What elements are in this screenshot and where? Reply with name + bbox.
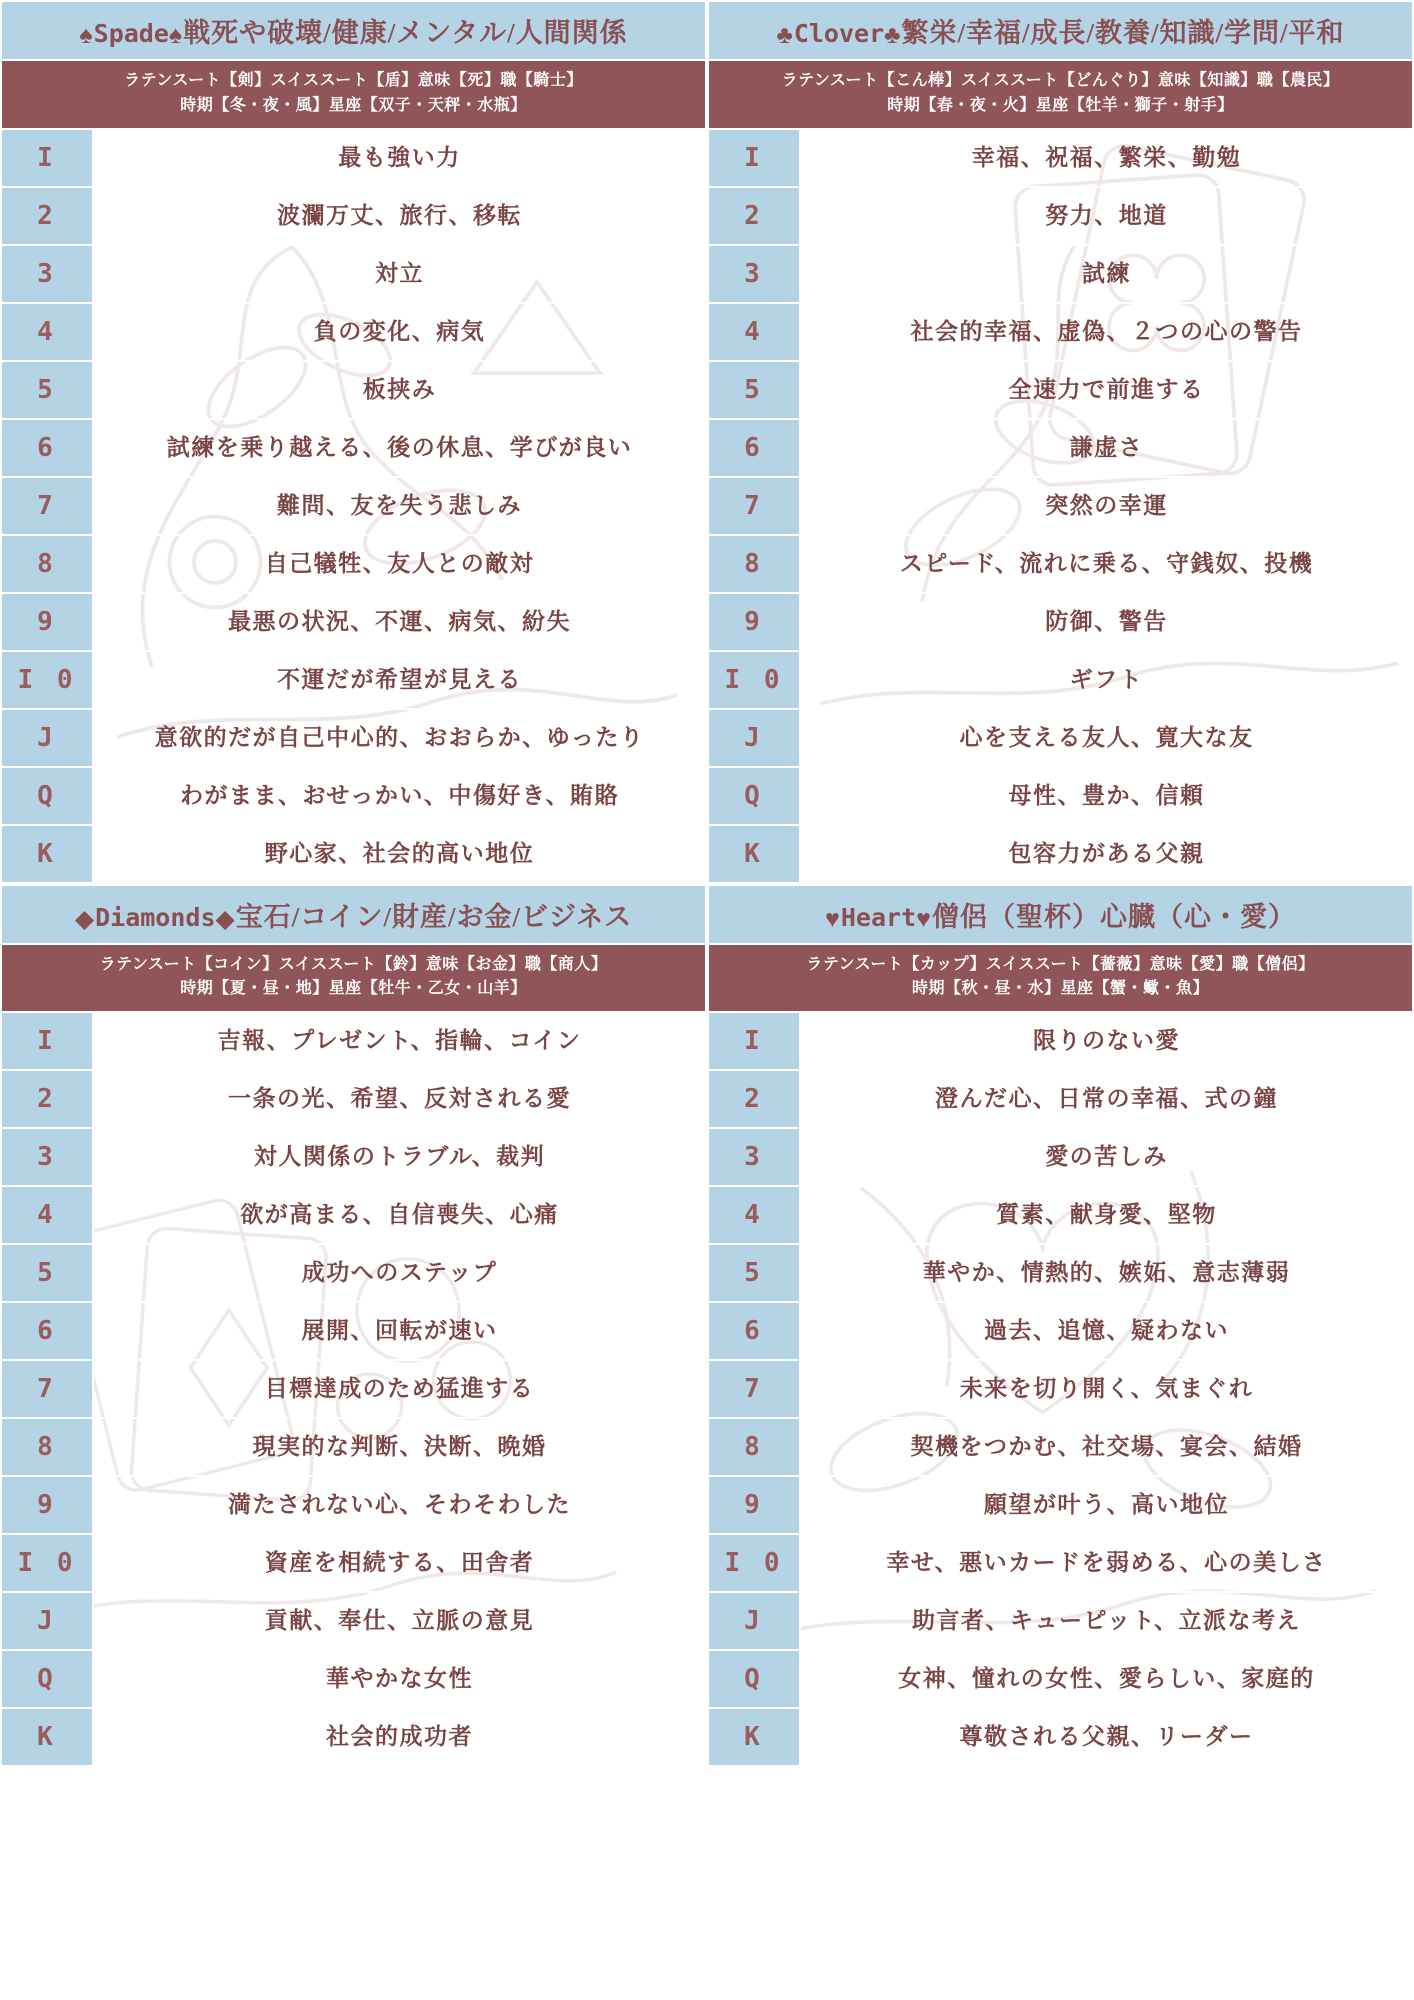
- meaning-text: 資産を相続する、田舎者: [264, 1550, 535, 1576]
- table-row: [709, 188, 1412, 246]
- suit-keywords: 僧侶（聖杯）心臓（心・愛）: [931, 901, 1296, 932]
- table-row: [2, 1013, 705, 1071]
- meaning-text: 謙虚さ: [1069, 434, 1144, 460]
- meaning-text: 契機をつかむ、社交場、宴会、結婚: [910, 1434, 1303, 1460]
- rank-label: I 0: [709, 652, 801, 708]
- rank-label: 3: [709, 1129, 801, 1185]
- table-row: [2, 1709, 705, 1765]
- table-row: [2, 1477, 705, 1535]
- meaning-text: 澄んだ心、日常の幸福、式の鐘: [935, 1086, 1278, 1112]
- rank-label: I: [2, 130, 94, 186]
- rank-label: J: [709, 1593, 801, 1649]
- correspondence-line-1: ラテンスート【剣】スイススート【盾】意味【死】職【騎士】: [124, 72, 583, 89]
- table-row: [709, 652, 1412, 710]
- correspondence-line-1: ラテンスート【カップ】スイススート【薔薇】意味【愛】職【僧侶】: [806, 955, 1315, 973]
- rank-label: Q: [709, 1651, 801, 1707]
- heart-icon-2: ♥: [916, 905, 932, 933]
- suit-title-spade: [2, 2, 705, 61]
- table-row: [2, 304, 705, 362]
- meaning-text: 幸せ、悪いカードを弱める、心の美しさ: [886, 1550, 1327, 1576]
- rank-label: I 0: [2, 652, 94, 708]
- meaning-text: 防御、警告: [1045, 608, 1168, 634]
- club-icon: ♣: [776, 22, 794, 49]
- quadrant-heart: [707, 884, 1414, 1768]
- meaning-text: 欲が高まる、自信喪失、心痛: [240, 1202, 559, 1228]
- rank-label: 2: [2, 1071, 94, 1127]
- quadrant-diamonds: [0, 884, 707, 1768]
- rank-label: Q: [2, 768, 94, 824]
- meaning-text: 目標達成のため猛進する: [264, 1376, 535, 1402]
- rows-diamonds: [2, 1013, 705, 1765]
- meaning-text: 負の変化、病気: [313, 318, 486, 344]
- correspondence-line-2: 時期【冬・夜・風】星座【双子・天秤・水瓶】: [180, 96, 527, 114]
- table-row: [2, 1245, 705, 1303]
- table-row: [709, 362, 1412, 420]
- meaning-text: 難問、友を失う悲しみ: [277, 492, 522, 518]
- table-row: [709, 1013, 1412, 1071]
- correspondence-line-2: 時期【春・夜・火】星座【牡羊・獅子・射手】: [887, 96, 1234, 114]
- meaning-text: 最悪の状況、不運、病気、紛失: [228, 608, 571, 634]
- table-row: [2, 1593, 705, 1651]
- rank-label: 5: [2, 1245, 94, 1301]
- rank-label: 2: [709, 1071, 801, 1127]
- rank-label: 7: [709, 1361, 801, 1417]
- club-icon-2: ♣: [884, 22, 902, 49]
- table-row: [2, 1187, 705, 1245]
- table-row: [2, 130, 705, 188]
- rank-label: Q: [2, 1651, 94, 1707]
- rank-label: 5: [2, 362, 94, 418]
- meaning-text: 華やか、情熱的、嫉妬、意志薄弱: [922, 1260, 1291, 1286]
- table-row: [2, 1419, 705, 1477]
- rows-clover: [709, 130, 1412, 882]
- table-row: [2, 536, 705, 594]
- meaning-text: 母性、豊か、信頼: [1008, 782, 1205, 808]
- table-row: [2, 362, 705, 420]
- diamond-icon: ◆: [74, 905, 96, 933]
- correspondence-line-2: 時期【秋・昼・水】星座【蟹・蠍・魚】: [911, 980, 1209, 998]
- table-row: [709, 1245, 1412, 1303]
- rank-label: J: [709, 710, 801, 766]
- rank-label: 8: [709, 1419, 801, 1475]
- heart-icon: ♥: [825, 905, 841, 933]
- meaning-text: 愛の苦しみ: [1045, 1144, 1168, 1170]
- table-row: [709, 536, 1412, 594]
- spade-icon-2: ♠: [168, 22, 184, 49]
- suit-title-diamonds: [2, 886, 705, 945]
- meaning-text: 意欲的だが自己中心的、おおらか、ゆったり: [154, 724, 645, 750]
- meaning-text: 質素、献身愛、堅物: [996, 1202, 1217, 1228]
- table-row: [709, 768, 1412, 826]
- meaning-text: 尊敬される父親、リーダー: [959, 1724, 1254, 1750]
- rank-label: I: [709, 1013, 801, 1069]
- rank-label: 3: [2, 1129, 94, 1185]
- rank-label: 9: [2, 594, 94, 650]
- table-row: [2, 1129, 705, 1187]
- rank-label: 8: [709, 536, 801, 592]
- meaning-text: 展開、回転が速い: [301, 1318, 498, 1344]
- rank-label: I: [709, 130, 801, 186]
- spade-icon: ♠: [79, 22, 94, 49]
- correspondence-line-2: 時期【夏・昼・地】星座【牡牛・乙女・山羊】: [180, 980, 527, 998]
- meaning-text: 限りのない愛: [1033, 1028, 1180, 1054]
- suit-keywords: 繁栄/幸福/成長/教養/知識/学問/平和: [901, 18, 1345, 48]
- table-row: [709, 710, 1412, 768]
- table-row: [709, 1071, 1412, 1129]
- table-row: [709, 826, 1412, 882]
- table-row: [2, 188, 705, 246]
- table-row: [709, 1187, 1412, 1245]
- meaning-text: 不運だが希望が見える: [277, 666, 522, 692]
- rank-label: 6: [2, 1303, 94, 1359]
- meaning-text: スピード、流れに乗る、守銭奴、投機: [899, 550, 1314, 576]
- rank-label: 4: [709, 304, 801, 360]
- diamond-icon-2: ◆: [215, 905, 236, 933]
- meaning-text: 成功へのステップ: [301, 1260, 498, 1286]
- meaning-text: 過去、追憶、疑わない: [984, 1318, 1229, 1344]
- rank-label: 3: [2, 246, 94, 302]
- meaning-text: 女神、憧れの女性、愛らしい、家庭的: [898, 1666, 1315, 1692]
- meaning-text: 包容力がある父親: [1008, 840, 1205, 866]
- rank-label: 5: [709, 362, 801, 418]
- rank-label: 6: [709, 1303, 801, 1359]
- quadrant-spade: [0, 0, 707, 884]
- meaning-text: 最も強い力: [338, 144, 461, 170]
- meaning-text: 助言者、キューピット、立派な考え: [911, 1608, 1301, 1634]
- table-row: [709, 1593, 1412, 1651]
- table-row: [2, 1361, 705, 1419]
- table-row: [2, 826, 705, 882]
- rank-label: 8: [2, 536, 94, 592]
- suit-keywords: 戦死や破壊/健康/メンタル/人間関係: [183, 18, 628, 48]
- table-row: [709, 130, 1412, 188]
- meaning-text: 試練: [1082, 260, 1131, 286]
- rank-label: Q: [709, 768, 801, 824]
- correspondence-line-1: ラテンスート【コイン】スイススート【鈴】意味【お金】職【商人】: [99, 955, 608, 973]
- table-row: [709, 594, 1412, 652]
- suit-keywords: 宝石/コイン/財産/お金/ビジネス: [235, 901, 633, 932]
- meaning-text: 幸福、祝福、繁栄、勤勉: [971, 144, 1242, 170]
- rank-label: 2: [2, 188, 94, 244]
- rank-label: 9: [2, 1477, 94, 1533]
- rank-label: 6: [2, 420, 94, 476]
- meaning-text: 全速力で前進する: [1008, 376, 1205, 402]
- meaning-text: 現実的な判断、決断、晩婚: [252, 1434, 547, 1460]
- quadrant-clover: [707, 0, 1414, 884]
- table-row: [709, 304, 1412, 362]
- rank-label: J: [2, 1593, 94, 1649]
- correspondences-heart: [709, 945, 1412, 1014]
- table-row: [2, 1535, 705, 1593]
- meaning-text: 突然の幸運: [1045, 492, 1168, 518]
- rank-label: I: [2, 1013, 94, 1069]
- table-row: [2, 1303, 705, 1361]
- table-row: [2, 652, 705, 710]
- correspondences-clover: [709, 61, 1412, 130]
- correspondence-line-1: ラテンスート【こん棒】スイススート【どんぐり】意味【知識】職【農民】: [781, 72, 1340, 89]
- table-row: [709, 1477, 1412, 1535]
- rank-label: 3: [709, 246, 801, 302]
- rows-spade: [2, 130, 705, 882]
- meaning-text: 対人関係のトラブル、裁判: [253, 1144, 546, 1170]
- rank-label: 2: [709, 188, 801, 244]
- rows-heart: [709, 1013, 1412, 1765]
- rank-label: K: [2, 826, 94, 882]
- table-row: [2, 710, 705, 768]
- rank-label: 4: [709, 1187, 801, 1243]
- rank-label: 8: [2, 1419, 94, 1475]
- suit-latin-name: Spade: [93, 19, 169, 48]
- meaning-text: 願望が叶う、高い地位: [984, 1492, 1229, 1518]
- rank-label: K: [709, 1709, 801, 1765]
- rank-label: 7: [2, 1361, 94, 1417]
- suit-title-clover: [709, 2, 1412, 61]
- table-row: [2, 478, 705, 536]
- table-row: [2, 1651, 705, 1709]
- rank-label: J: [2, 710, 94, 766]
- suit-latin-name: Heart: [840, 902, 917, 932]
- table-row: [2, 1071, 705, 1129]
- table-row: [709, 1419, 1412, 1477]
- meaning-text: 貢献、奉仕、立脈の意見: [264, 1608, 535, 1634]
- rank-label: I 0: [2, 1535, 94, 1591]
- rank-label: 7: [2, 478, 94, 534]
- meaning-text: 対立: [375, 260, 424, 286]
- rank-label: I 0: [709, 1535, 801, 1591]
- meaning-text: 波瀾万丈、旅行、移転: [277, 202, 522, 228]
- correspondences-spade: [2, 61, 705, 130]
- meaning-text: 心を支える友人、寛大な友: [959, 724, 1254, 750]
- meaning-text: わがまま、おせっかい、中傷好き、賄賂: [180, 782, 619, 808]
- suit-title-heart: [709, 886, 1412, 945]
- suit-latin-name: Clover: [793, 19, 885, 48]
- table-row: [709, 1709, 1412, 1765]
- meaning-text: 吉報、プレゼント、指輪、コイン: [217, 1028, 582, 1054]
- rank-label: 6: [709, 420, 801, 476]
- meaning-text: 社会的成功者: [326, 1724, 473, 1750]
- suit-latin-name: Diamonds: [95, 902, 216, 932]
- meaning-text: 板挟み: [362, 376, 437, 402]
- rank-label: 7: [709, 478, 801, 534]
- table-row: [709, 1361, 1412, 1419]
- meaning-text: 華やかな女性: [326, 1666, 473, 1692]
- table-row: [709, 1535, 1412, 1593]
- meaning-text: 満たされない心、そわそわした: [228, 1492, 571, 1518]
- meaning-text: 一条の光、希望、反対される愛: [228, 1086, 571, 1112]
- meaning-text: 努力、地道: [1045, 202, 1168, 228]
- table-row: [709, 1651, 1412, 1709]
- meaning-text: 試練を乗り越える、後の休息、学びが良い: [166, 434, 633, 460]
- table-row: [2, 594, 705, 652]
- rank-label: K: [709, 826, 801, 882]
- meaning-text: ギフト: [1069, 666, 1144, 692]
- rank-label: K: [2, 1709, 94, 1765]
- table-row: [2, 768, 705, 826]
- table-row: [709, 1303, 1412, 1361]
- meaning-text: 未来を切り開く、気まぐれ: [959, 1376, 1254, 1402]
- rank-label: 4: [2, 304, 94, 360]
- table-row: [709, 246, 1412, 304]
- rank-label: 9: [709, 1477, 801, 1533]
- rank-label: 9: [709, 594, 801, 650]
- correspondences-diamonds: [2, 945, 705, 1014]
- meaning-text: 野心家、社会的高い地位: [264, 840, 535, 866]
- table-row: [709, 478, 1412, 536]
- table-row: [2, 420, 705, 478]
- meaning-text: 自己犠牲、友人との敵対: [264, 550, 535, 576]
- rank-label: 4: [2, 1187, 94, 1243]
- meaning-text: 社会的幸福、虚偽、２つの心の警告: [910, 318, 1303, 344]
- table-row: [709, 1129, 1412, 1187]
- table-row: [709, 420, 1412, 478]
- rank-label: 5: [709, 1245, 801, 1301]
- table-row: [2, 246, 705, 304]
